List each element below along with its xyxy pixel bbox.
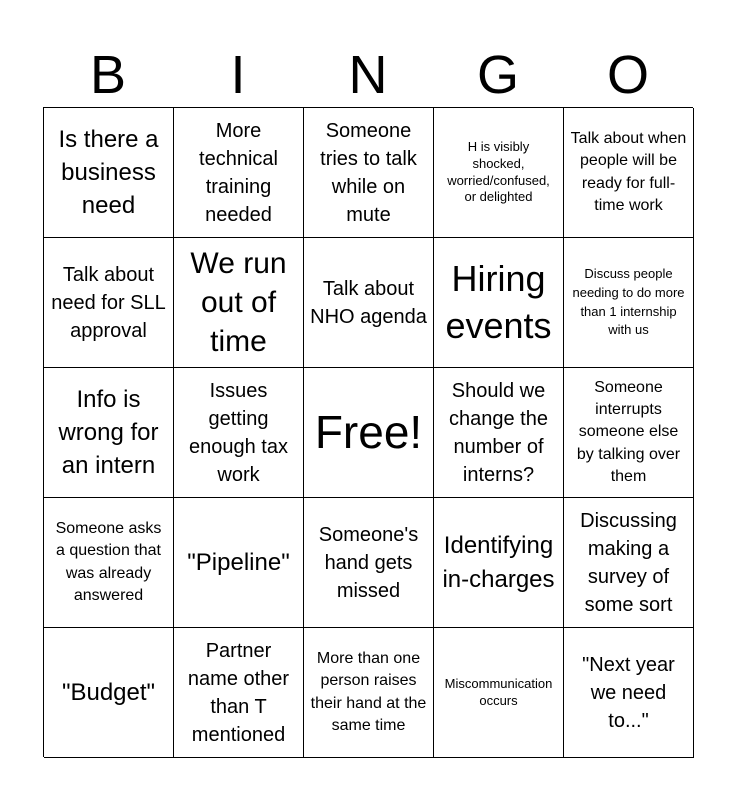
bingo-cell[interactable] [434, 238, 564, 368]
cell-text: Someone's hand gets missed [318, 523, 419, 602]
bingo-cell[interactable] [564, 628, 694, 758]
header-letter-i: I [230, 45, 246, 105]
cell-text: Miscommunication occurs [444, 675, 553, 708]
cell-text: Should we change the number of interns? [449, 379, 548, 486]
bingo-cell[interactable] [44, 498, 174, 628]
bingo-cell[interactable] [564, 108, 694, 238]
bingo-cell[interactable] [304, 498, 434, 628]
cell-text: Issues getting enough tax work [189, 379, 288, 486]
bingo-cell[interactable] [44, 368, 174, 498]
cell-text: More than one person raises their hand at the same time [310, 649, 427, 734]
cell-text: We run out of time [190, 247, 287, 358]
bingo-cell[interactable] [44, 628, 174, 758]
cell-text: Talk about NHO agenda [310, 277, 427, 328]
bingo-cell[interactable] [434, 368, 564, 498]
bingo-cell[interactable] [304, 238, 434, 368]
cell-text: Identifying in-charges [442, 532, 555, 593]
bingo-cell[interactable] [44, 108, 174, 238]
cell-text: More technical training needed [199, 119, 278, 226]
cell-text: Someone asks a question that was already answered [55, 519, 162, 604]
cell-text: "Pipeline" [187, 548, 290, 576]
header-letter-o: O [606, 45, 649, 105]
cell-text: "Next year we need to..." [582, 653, 675, 732]
cell-text: Discussing making a survey of some sort [580, 509, 677, 616]
bingo-cell[interactable] [564, 368, 694, 498]
bingo-cell[interactable] [174, 368, 304, 498]
bingo-header [43, 42, 693, 108]
cell-text: Hiring events [445, 257, 552, 346]
cell-text: Discuss people needing to do more than 1 internship with us [572, 265, 685, 338]
bingo-cell[interactable] [434, 628, 564, 758]
cell-text: Someone tries to talk while on mute [320, 119, 417, 226]
bingo-cell[interactable] [174, 628, 304, 758]
header-letter-g: G [476, 45, 519, 105]
bingo-cell[interactable] [434, 498, 564, 628]
cell-text: Info is wrong for an intern [58, 385, 159, 480]
bingo-cell[interactable] [174, 108, 304, 238]
cell-text: H is visibly shocked, worried/confused, or delighted [447, 138, 550, 205]
bingo-cell[interactable] [304, 108, 434, 238]
bingo-cell[interactable] [44, 238, 174, 368]
bingo-board [43, 107, 693, 757]
bingo-cell[interactable] [564, 238, 694, 368]
bingo-cell[interactable] [564, 498, 694, 628]
cell-text: Talk about when people will be ready for full-time work [570, 129, 687, 214]
bingo-cell[interactable] [174, 238, 304, 368]
free-space-cell[interactable] [304, 368, 434, 498]
cell-text: Talk about need for SLL approval [51, 263, 166, 342]
cell-text: Is there a business need [58, 125, 159, 220]
cell-text: "Budget" [61, 678, 156, 706]
bingo-cell[interactable] [174, 498, 304, 628]
cell-text: Someone interrupts someone else by talking over them [576, 378, 681, 486]
header-letter-b: B [89, 45, 127, 105]
bingo-cell[interactable] [434, 108, 564, 238]
cell-text: Partner name other than T mentioned [187, 639, 290, 746]
free-space-text: Free! [314, 405, 423, 458]
header-letter-n: N [348, 45, 388, 105]
bingo-cell[interactable] [304, 628, 434, 758]
